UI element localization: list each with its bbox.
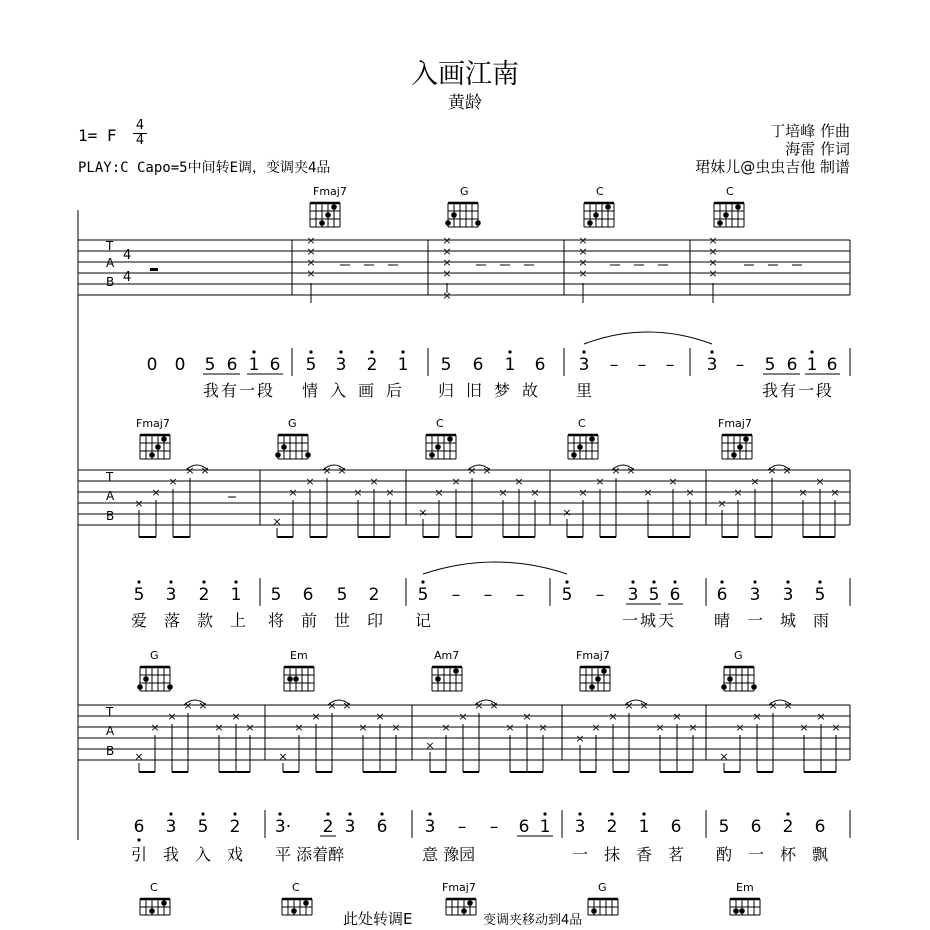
svg-text:G: G (150, 649, 159, 662)
svg-text:6: 6 (786, 355, 798, 375)
svg-text:5: 5 (814, 585, 826, 605)
svg-text:×: × (643, 486, 653, 499)
svg-text:5: 5 (440, 355, 452, 375)
song-title: 入画江南 (411, 59, 519, 90)
svg-text:×: × (591, 721, 601, 734)
svg-text:×: × (185, 464, 195, 477)
svg-text:×: × (425, 739, 435, 752)
chord-diagram (445, 185, 481, 227)
svg-text:×: × (708, 267, 718, 280)
svg-text:×: × (688, 721, 698, 734)
whole-rest (150, 268, 158, 271)
svg-text:×: × (306, 234, 316, 247)
svg-text:6: 6 (518, 817, 530, 837)
svg-text:G: G (598, 881, 607, 894)
chord-diagram (284, 649, 314, 691)
chord-diagram (275, 417, 311, 459)
svg-text:–: – (595, 585, 605, 605)
svg-text:A: A (106, 724, 115, 738)
svg-text:–: – (515, 585, 525, 605)
svg-text:×: × (578, 256, 588, 269)
chord-diagram (282, 881, 312, 915)
svg-text:5: 5 (718, 817, 730, 837)
svg-text:爱落款上: 爱落款上 (131, 611, 264, 630)
key-signature: 1= F (78, 126, 117, 145)
svg-text:×: × (322, 464, 332, 477)
svg-text:1: 1 (248, 355, 260, 375)
svg-text:×: × (578, 245, 588, 258)
svg-text:6: 6 (472, 355, 484, 375)
svg-text:×: × (562, 506, 572, 519)
svg-text:×: × (214, 721, 224, 734)
svg-text:6: 6 (534, 355, 546, 375)
svg-text:一城天: 一城天 (622, 611, 677, 630)
svg-text:3: 3 (749, 585, 761, 605)
svg-text:×: × (767, 464, 777, 477)
svg-text:C: C (150, 881, 158, 894)
svg-text:×: × (489, 699, 499, 712)
svg-text:×: × (272, 515, 282, 528)
svg-text:×: × (278, 750, 288, 763)
svg-text:T: T (106, 470, 114, 484)
svg-text:–: – (609, 355, 619, 375)
chord-diagram (137, 649, 173, 691)
svg-text:×: × (134, 750, 144, 763)
chord-diagram (426, 417, 456, 459)
svg-text:×: × (358, 721, 368, 734)
svg-text:×: × (735, 721, 745, 734)
chord-diagram (136, 417, 170, 459)
svg-text:×: × (768, 699, 778, 712)
svg-text:6: 6 (269, 355, 281, 375)
svg-text:1: 1 (539, 817, 551, 837)
svg-text:×: × (717, 497, 727, 510)
svg-text:B: B (106, 275, 115, 289)
svg-text:×: × (467, 464, 477, 477)
numbered-notation (147, 355, 838, 375)
svg-text:×: × (231, 710, 241, 723)
system-2 (78, 417, 850, 630)
key-change-note: 此处转调E (343, 910, 413, 928)
svg-text:G: G (288, 417, 297, 430)
chord-diagram (576, 649, 610, 691)
chord-diagram (584, 185, 614, 227)
svg-text:归旧梦故: 归旧梦故 (438, 381, 551, 400)
svg-text:–: – (457, 817, 467, 837)
svg-text:A: A (106, 489, 115, 503)
svg-text:5: 5 (197, 817, 209, 837)
singer-name: 黄龄 (448, 93, 482, 113)
svg-text:×: × (608, 710, 618, 723)
svg-text:×: × (434, 486, 444, 499)
svg-text:×: × (522, 710, 532, 723)
svg-text:引我入戏: 引我入戏 (131, 845, 260, 864)
svg-text:×: × (311, 710, 321, 723)
svg-text:×: × (288, 486, 298, 499)
chord-diagram (432, 649, 462, 691)
play-info: PLAY:C Capo=5中间转E调，变调夹4品 (78, 160, 331, 176)
svg-text:×: × (451, 475, 461, 488)
svg-text:5: 5 (764, 355, 776, 375)
svg-text:×: × (575, 732, 585, 745)
svg-text:1: 1 (638, 817, 650, 837)
svg-text:2: 2 (366, 355, 378, 375)
svg-text:×: × (375, 710, 385, 723)
svg-text:Fmaj7: Fmaj7 (576, 649, 610, 662)
svg-text:6: 6 (814, 817, 826, 837)
svg-text:×: × (708, 245, 718, 258)
svg-text:×: × (752, 710, 762, 723)
composer-credit: 丁培峰 作曲 (770, 122, 850, 140)
svg-text:×: × (750, 475, 760, 488)
svg-text:G: G (734, 649, 743, 662)
svg-text:2: 2 (782, 817, 794, 837)
svg-text:情入画后: 情入画后 (302, 381, 415, 400)
svg-text:6: 6 (133, 817, 145, 837)
svg-text:5: 5 (305, 355, 317, 375)
system-3 (78, 649, 850, 864)
svg-text:–: – (665, 355, 675, 375)
svg-text:6: 6 (716, 585, 728, 605)
svg-text:3: 3 (574, 817, 586, 837)
svg-text:T: T (106, 239, 114, 253)
svg-text:×: × (245, 721, 255, 734)
svg-text:×: × (183, 699, 193, 712)
svg-text:×: × (458, 710, 468, 723)
svg-text:×: × (816, 710, 826, 723)
svg-text:6: 6 (669, 585, 681, 605)
tab-time-sig-bottom: 4 (123, 270, 132, 285)
chord-diagram (730, 881, 760, 915)
chord-name: Fmaj7 (313, 185, 347, 198)
svg-text:×: × (578, 234, 588, 247)
svg-text:A: A (106, 256, 115, 270)
svg-text:5: 5 (133, 585, 145, 605)
strum-marks (306, 234, 717, 302)
svg-text:一抹香茗: 一抹香茗 (572, 845, 701, 864)
svg-text:×: × (783, 699, 793, 712)
tab-notes (134, 464, 839, 528)
time-sig-bottom: 4 (135, 133, 145, 148)
svg-text:×: × (799, 721, 809, 734)
chord-name: C (726, 185, 734, 198)
svg-text:×: × (200, 464, 210, 477)
svg-text:×: × (294, 721, 304, 734)
svg-text:×: × (595, 475, 605, 488)
svg-text:×: × (782, 464, 792, 477)
tab-time-sig-top: 4 (123, 248, 132, 263)
svg-text:Fmaj7: Fmaj7 (136, 417, 170, 430)
svg-text:–: – (451, 585, 461, 605)
svg-text:5: 5 (561, 585, 573, 605)
svg-text:3: 3 (578, 355, 590, 375)
svg-text:×: × (342, 699, 352, 712)
svg-text:Am7: Am7 (434, 649, 460, 662)
svg-text:×: × (798, 486, 808, 499)
svg-text:6: 6 (226, 355, 238, 375)
chord-name: C (596, 185, 604, 198)
svg-text:3: 3 (165, 817, 177, 837)
svg-text:0: 0 (174, 355, 186, 375)
svg-text:5: 5 (417, 585, 429, 605)
chord-diagram (714, 185, 744, 227)
svg-text:×: × (150, 721, 160, 734)
svg-text:×: × (482, 464, 492, 477)
svg-text:×: × (442, 245, 452, 258)
svg-text:×: × (442, 256, 452, 269)
svg-text:–: – (489, 817, 499, 837)
svg-text:×: × (418, 506, 428, 519)
svg-text:Em: Em (290, 649, 308, 662)
transcriber-credit: 珺妹儿@虫虫吉他 制谱 (695, 158, 850, 176)
svg-text:×: × (442, 289, 452, 302)
svg-text:×: × (391, 721, 401, 734)
svg-text:×: × (442, 234, 452, 247)
svg-text:酌一杯飘: 酌一杯飘 (716, 845, 845, 864)
svg-text:×: × (655, 721, 665, 734)
svg-text:5: 5 (270, 585, 282, 605)
svg-text:–: – (735, 355, 745, 375)
svg-text:×: × (198, 699, 208, 712)
svg-text:×: × (168, 475, 178, 488)
svg-text:6: 6 (750, 817, 762, 837)
svg-text:×: × (538, 721, 548, 734)
svg-text:×: × (668, 475, 678, 488)
svg-text:2: 2 (198, 585, 210, 605)
svg-text:×: × (337, 464, 347, 477)
svg-text:6: 6 (670, 817, 682, 837)
svg-text:×: × (530, 486, 540, 499)
svg-text:×: × (441, 721, 451, 734)
svg-text:T: T (106, 705, 114, 719)
numbered-notation (134, 817, 826, 837)
svg-text:Fmaj7: Fmaj7 (718, 417, 752, 430)
chord-diagram (140, 881, 170, 915)
svg-text:意 豫园: 意 豫园 (422, 845, 476, 864)
svg-text:1: 1 (504, 355, 516, 375)
lyricist-credit: 海雷 作词 (785, 140, 850, 158)
svg-text:将前世印: 将前世印 (268, 611, 401, 630)
svg-text:2: 2 (229, 817, 241, 837)
svg-text:3·: 3· (274, 817, 292, 837)
svg-text:6: 6 (826, 355, 838, 375)
svg-text:×: × (685, 486, 695, 499)
svg-text:×: × (442, 267, 452, 280)
svg-text:6: 6 (376, 817, 388, 837)
svg-text:×: × (733, 486, 743, 499)
svg-text:我有一段: 我有一段 (762, 381, 835, 400)
svg-text:×: × (306, 256, 316, 269)
svg-text:Fmaj7: Fmaj7 (442, 881, 476, 894)
svg-text:3: 3 (424, 817, 436, 837)
svg-text:里: 里 (576, 381, 593, 400)
svg-text:×: × (353, 486, 363, 499)
chord-name: G (460, 185, 469, 198)
svg-text:B: B (106, 744, 115, 758)
svg-text:Em: Em (736, 881, 754, 894)
svg-text:×: × (134, 497, 144, 510)
svg-text:–: – (637, 355, 647, 375)
chord-diagram (568, 417, 598, 459)
svg-text:×: × (369, 475, 379, 488)
system-4 (140, 881, 760, 928)
chord-diagram (442, 881, 476, 915)
svg-text:0: 0 (146, 355, 158, 375)
time-sig-top: 4 (135, 118, 145, 133)
chord-diagram (718, 417, 752, 459)
system-1 (78, 185, 850, 840)
svg-text:×: × (815, 475, 825, 488)
svg-text:晴一城雨: 晴一城雨 (714, 611, 847, 630)
svg-text:×: × (578, 267, 588, 280)
svg-text:1: 1 (806, 355, 818, 375)
svg-text:2: 2 (606, 817, 618, 837)
chord-diagram (310, 185, 347, 227)
lyrics-line (131, 845, 844, 864)
svg-text:–: – (483, 585, 493, 605)
chord-diagram (721, 649, 757, 691)
svg-text:×: × (831, 721, 841, 734)
numbered-notation (134, 585, 826, 605)
svg-text:×: × (498, 486, 508, 499)
svg-text:×: × (626, 464, 636, 477)
svg-text:3: 3 (706, 355, 718, 375)
svg-text:5: 5 (648, 585, 660, 605)
tab-notes (134, 699, 840, 763)
svg-text:1: 1 (397, 355, 409, 375)
svg-text:×: × (505, 721, 515, 734)
svg-text:×: × (385, 486, 395, 499)
svg-text:×: × (306, 245, 316, 258)
svg-text:×: × (639, 699, 649, 712)
svg-text:3: 3 (335, 355, 347, 375)
svg-text:记: 记 (415, 611, 432, 630)
svg-text:6: 6 (302, 585, 314, 605)
svg-text:3: 3 (782, 585, 794, 605)
svg-text:×: × (167, 710, 177, 723)
svg-text:×: × (624, 699, 634, 712)
svg-text:B: B (106, 509, 115, 523)
svg-text:C: C (578, 417, 586, 430)
svg-text:×: × (305, 475, 315, 488)
svg-text:2: 2 (368, 585, 380, 605)
svg-text:×: × (719, 750, 729, 763)
svg-text:×: × (578, 486, 588, 499)
svg-text:5: 5 (204, 355, 216, 375)
svg-text:2: 2 (322, 817, 334, 837)
svg-text:×: × (708, 234, 718, 247)
svg-text:×: × (151, 486, 161, 499)
svg-text:C: C (292, 881, 300, 894)
capo-change-note: 变调夹移动到4品 (483, 913, 583, 928)
svg-text:我有一段: 我有一段 (203, 381, 276, 400)
svg-text:3: 3 (344, 817, 356, 837)
svg-text:×: × (611, 464, 621, 477)
svg-text:5: 5 (336, 585, 348, 605)
svg-text:×: × (474, 699, 484, 712)
lyrics-line (203, 381, 834, 400)
svg-text:×: × (708, 256, 718, 269)
svg-text:×: × (327, 699, 337, 712)
chord-diagram (588, 881, 618, 915)
svg-text:×: × (514, 475, 524, 488)
svg-text:×: × (672, 710, 682, 723)
svg-text:平 添着醉: 平 添着醉 (275, 845, 345, 864)
lyrics-line (131, 611, 846, 630)
svg-text:3: 3 (165, 585, 177, 605)
svg-text:×: × (830, 486, 840, 499)
svg-text:3: 3 (627, 585, 639, 605)
svg-text:1: 1 (230, 585, 242, 605)
svg-text:×: × (306, 267, 316, 280)
svg-text:C: C (436, 417, 444, 430)
